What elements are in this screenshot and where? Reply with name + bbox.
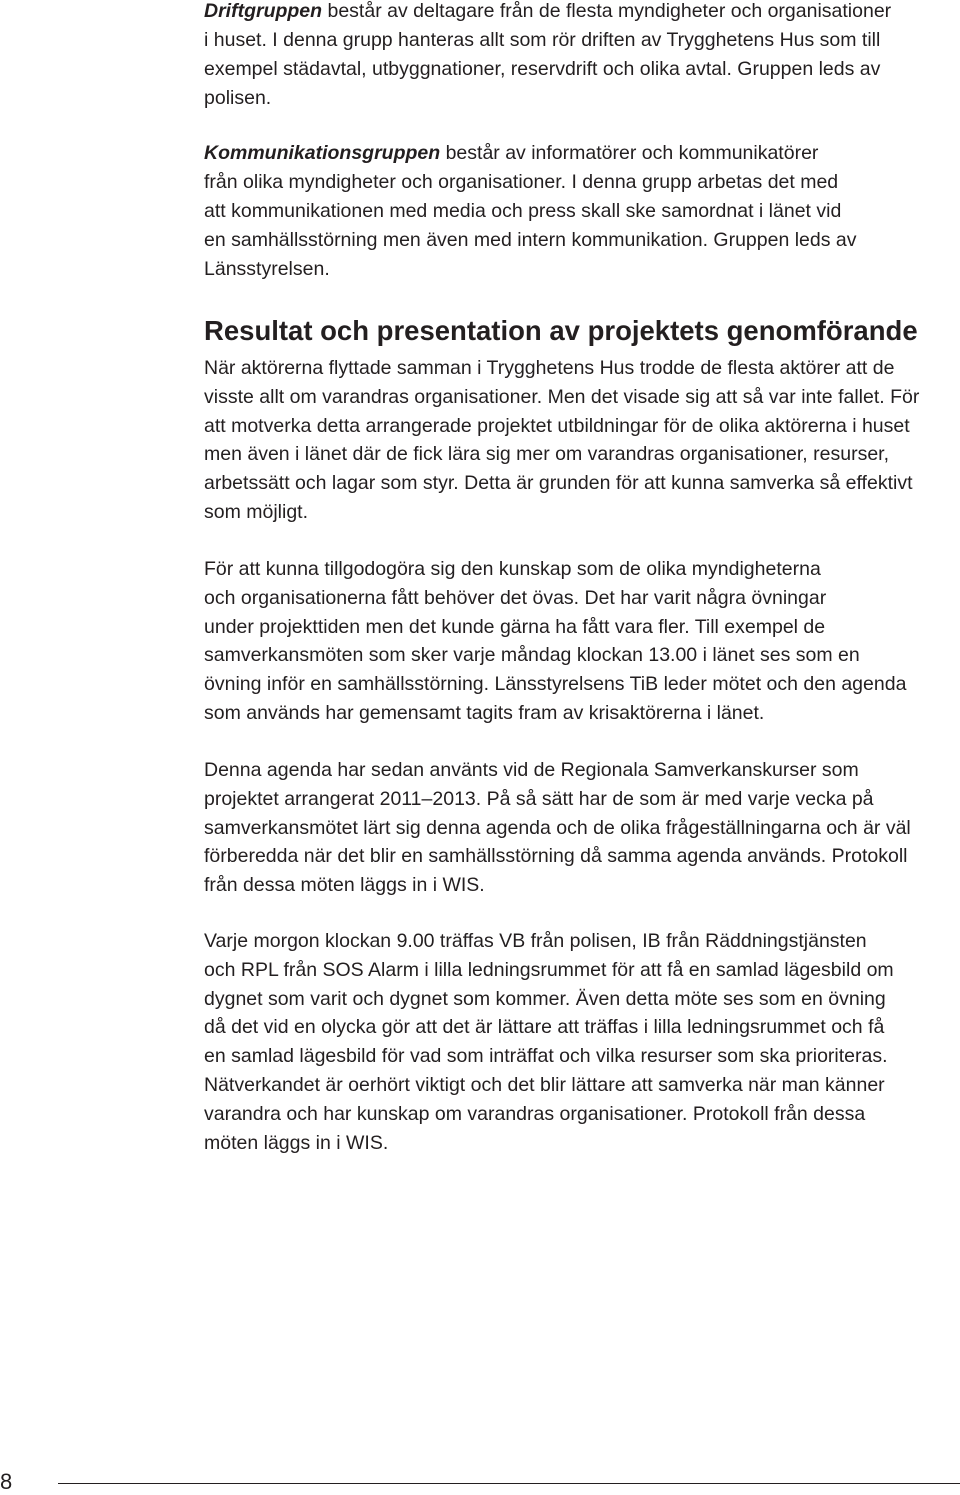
text-line: När aktörerna flyttade samman i Trygghetens Hus trodde de flesta aktörer att de (204, 357, 895, 379)
text-line: att motverka detta arrangerade projektet utbildningar för de olika aktörerna i huset (204, 414, 910, 437)
text-line: övning inför en samhällsstörning. Länsstyrelsens TiB leder mötet och den agenda (204, 673, 907, 696)
text-line: Denna agenda har sedan använts vid de Regionala Samverkanskurser som (204, 759, 859, 781)
text-line: varandra och har kunskap om varandras organisationer. Protokoll från dessa (204, 1102, 866, 1125)
term-kommunikationsgruppen: Kommunikationsgruppen (204, 142, 441, 164)
text-line: en samlad lägesbild för vad som inträffat och vilka resurser som ska prioriteras. (204, 1045, 888, 1068)
term-driftgruppen: Driftgruppen (204, 0, 323, 22)
body-paragraph (204, 756, 956, 900)
text-line: som används har gemensamt tagits fram av krisaktörerna i länet. (204, 701, 765, 724)
text-line: under projekttiden men det kunde gärna ha fått vara fler. Till exempel de (204, 615, 826, 638)
text-line: Nätverkandet är oerhört viktigt och det blir lättare att samverka när man känner (204, 1073, 885, 1096)
text-line: förberedda när det blir en samhällsstörning då samma agenda används. Protokoll (204, 845, 908, 868)
text-line: en samhällsstörning men även med intern kommunikation. Gruppen leds av (204, 229, 857, 251)
page-number: 8 (0, 1469, 13, 1494)
text-line: men även i länet där de fick lära sig mer om varandras organisationer, resurser, (204, 443, 889, 466)
text-line: visste allt om varandras organisationer. Men det visade sig att så var inte fallet. För (204, 385, 920, 408)
text-line: att kommunikationen med media och press skall ske samordnat i länet vid (204, 200, 842, 222)
text-line: och RPL från SOS Alarm i lilla ledningsrummet för att få en samlad lägesbild om (204, 958, 894, 981)
text-line: som möjligt. (204, 500, 309, 523)
text-line: då det vid en olycka gör att det är lättare att träffas i lilla ledningsrummet och få (204, 1016, 885, 1039)
text-line: samverkansmötet lärt sig denna agenda och de olika frågeställningarna och är väl (204, 816, 911, 839)
text-line: i huset. I denna grupp hanteras allt som rör driften av Trygghetens Hus som till (204, 29, 881, 51)
text-line: För att kunna tillgodogöra sig den kunskap som de olika myndigheterna (204, 558, 821, 580)
body-paragraph (204, 555, 956, 728)
body-paragraph (204, 927, 956, 1157)
text-line: Länsstyrelsen. (204, 258, 330, 280)
paragraph-kommunikationsgruppen (204, 139, 956, 284)
text-line: och organisationerna fått behöver det övas. Det har varit några övningar (204, 586, 827, 609)
text-line: arbetssätt och lagar som styr. Detta är grunden för att kunna samverka så effektivt (204, 472, 913, 495)
text-line: polisen. (204, 87, 272, 109)
footer-rule (58, 1483, 960, 1484)
text-line: från olika myndigheter och organisationer. I denna grupp arbetas det med (204, 171, 839, 193)
body-paragraph (204, 354, 956, 527)
text-line: möten läggs in i WIS. (204, 1131, 389, 1154)
text-line: Varje morgon klockan 9.00 träffas VB från polisen, IB från Räddningstjänsten (204, 930, 867, 952)
text-line: projektet arrangerat 2011–2013. På så sätt har de som är med varje vecka på (204, 787, 874, 810)
paragraph-driftgruppen (204, 0, 956, 113)
text-line: består av deltagare från de flesta myndigheter och organisationer (322, 0, 892, 22)
text-line: samverkansmöten som sker varje måndag klockan 13.00 i länet ses som en (204, 644, 860, 667)
text-line: dygnet som varit och dygnet som kommer. Även detta möte ses som en övning (204, 987, 886, 1010)
text-line: från dessa möten läggs in i WIS. (204, 874, 485, 897)
text-line: exempel städavtal, utbyggnationer, reservdrift och olika avtal. Gruppen leds av (204, 58, 881, 80)
section-heading: Resultat och presentation av projektets genomförande (204, 315, 918, 346)
text-line: består av informatörer och kommunikatörer (440, 142, 819, 164)
